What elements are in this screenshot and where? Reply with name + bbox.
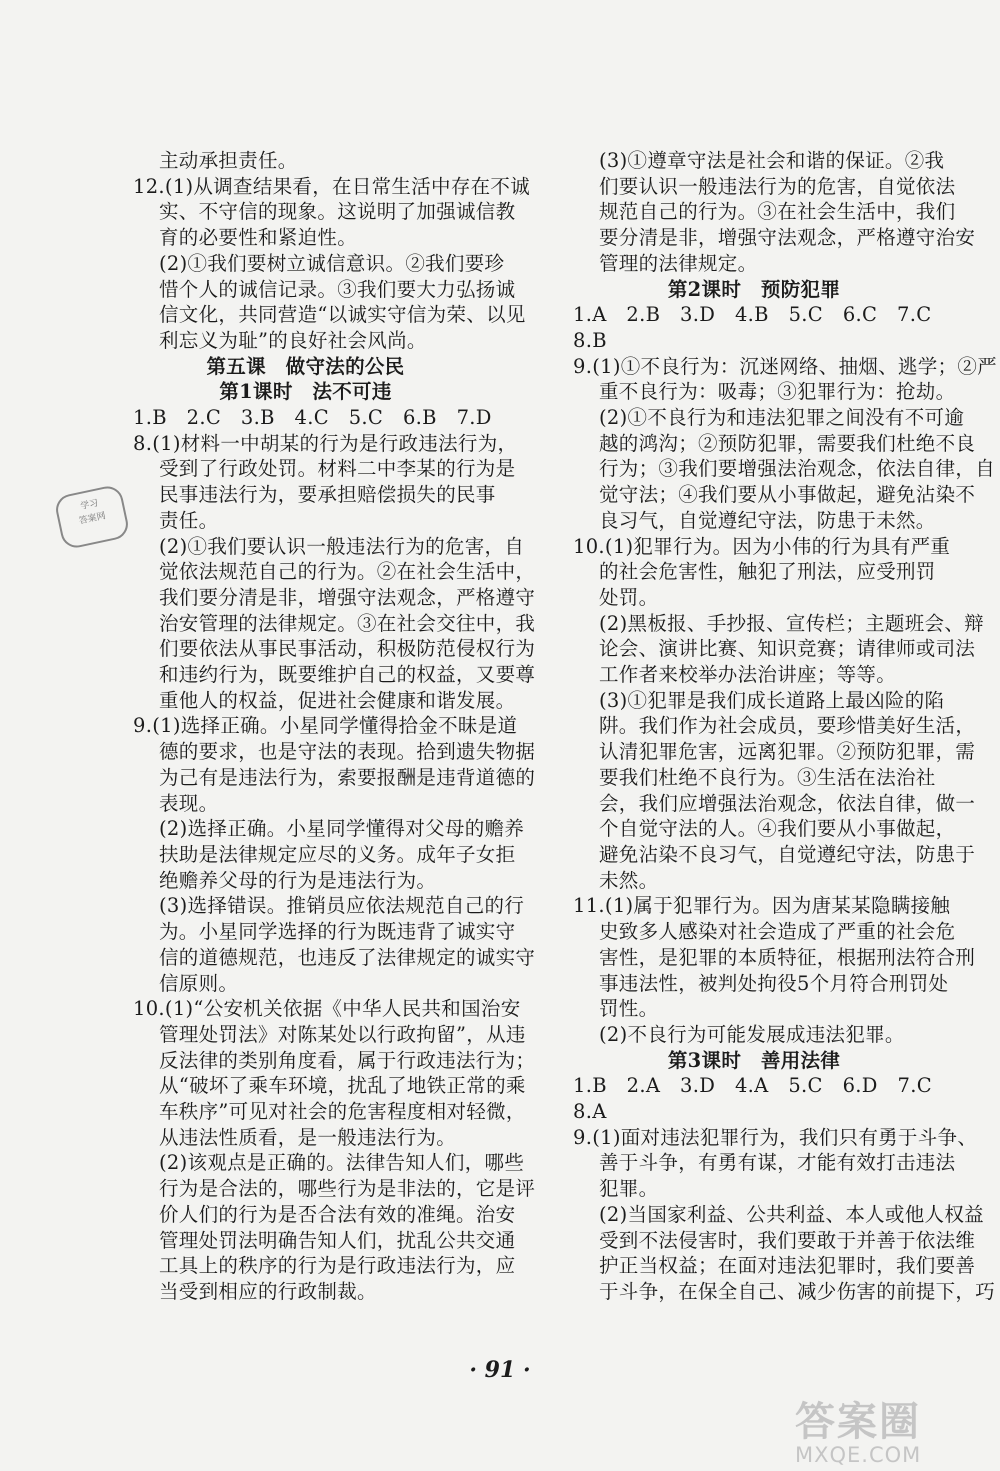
text-line: 当受到相应的行政制裁。 xyxy=(159,1279,377,1303)
text-line: 认清犯罪危害，远离犯罪。②预防犯罪，需 xyxy=(599,740,976,764)
text-line: 11.(1)属于犯罪行为。因为唐某某隐瞒接触 xyxy=(573,894,951,918)
text-line: 阱。我们作为社会成员，要珍惜美好生活， xyxy=(599,714,976,738)
text-line: 我们要分清是非，增强守法观念，严格遵守 xyxy=(159,585,536,609)
text-line: 民事违法行为，要承担赔偿损失的民事 xyxy=(159,483,496,507)
stamp-text-line: 答案网 xyxy=(78,511,107,527)
text-line: 1.B 2.C 3.B 4.C 5.C 6.B 7.D xyxy=(133,406,492,430)
watermark-title: 答案圈 xyxy=(795,1399,921,1445)
text-line: (3)①犯罪是我们成长道路上最凶险的陷 xyxy=(599,688,945,712)
text-line: 避免沾染不良习气，自觉遵纪守法，防患于 xyxy=(599,842,976,866)
text-line: 治安管理的法律规定。③在社会交往中，我 xyxy=(159,611,536,635)
text-line: 信的道德规范，也违反了法律规定的诚实守 xyxy=(159,945,536,969)
text-line: 要我们杜绝不良行为。③生活在法治社 xyxy=(599,765,936,789)
text-line: 绝赡养父母的行为是违法行为。 xyxy=(159,868,437,892)
text-line: 重不良行为：吸毒；③犯罪行为：抢劫。 xyxy=(599,380,956,404)
text-line: 反法律的类别角度看，属于行政违法行为； xyxy=(159,1048,536,1072)
page-number: · 91 · xyxy=(469,1357,531,1383)
text-line: (2)黑板报、手抄报、宣传栏；主题班会、辩 xyxy=(599,611,984,635)
text-line: 1.A 2.B 3.D 4.B 5.C 6.C 7.C xyxy=(573,303,932,327)
text-line: (2)该观点是正确的。法律告知人们，哪些 xyxy=(159,1151,525,1175)
text-line: 10.(1)犯罪行为。因为小伟的行为具有严重 xyxy=(573,534,951,558)
text-line: 12.(1)从调查结果看，在日常生活中存在不诚 xyxy=(133,174,531,198)
text-line: 和违约行为，既要维护自己的权益，又要尊 xyxy=(159,663,536,687)
text-line: 未然。 xyxy=(599,868,659,892)
text-line: 善于斗争，有勇有谋，才能有效打击违法 xyxy=(599,1151,956,1175)
text-line: 价人们的行为是否合法有效的准绳。治安 xyxy=(159,1202,516,1226)
text-line: (2)①我们要树立诚信意识。②我们要珍 xyxy=(159,251,505,275)
text-line: 个自觉守法的人。④我们要从小事做起， xyxy=(599,817,956,841)
text-line: 管理处罚法明确告知人们，扰乱公共交通 xyxy=(159,1228,516,1252)
text-line: 德的要求，也是守法的表现。拾到遗失物据 xyxy=(159,740,536,764)
text-line: 主动承担责任。 xyxy=(159,149,298,172)
text-line: 论会、演讲比赛、知识竞赛；请律师或司法 xyxy=(599,637,976,661)
text-line: 罚性。 xyxy=(599,997,659,1021)
text-line: (2)不良行为可能发展成违法犯罪。 xyxy=(599,1022,905,1046)
text-line: 们要认识一般违法行为的危害，自觉依法 xyxy=(599,174,956,198)
text-line: 越的鸿沟；②预防犯罪，需要我们杜绝不良 xyxy=(599,431,976,455)
text-line: 觉依法规范自己的行为。②在社会生活中， xyxy=(159,560,536,584)
text-line: 扶助是法律规定应尽的义务。成年子女拒 xyxy=(159,842,516,866)
text-line: 9.(1)选择正确。小星同学懂得拾金不昧是道 xyxy=(133,714,518,738)
left-column xyxy=(133,148,536,1305)
text-line: 行为是合法的，哪些行为是非法的，它是评 xyxy=(159,1177,536,1201)
section-heading: 第2课时 预防犯罪 xyxy=(667,277,841,301)
text-line: 管理的法律规定。 xyxy=(599,251,758,275)
text-line: 要分清是非，增强守法观念，严格遵守治安 xyxy=(599,226,976,250)
text-line: (2)①我们要认识一般违法行为的危害，自 xyxy=(159,534,525,558)
text-line: 处罚。 xyxy=(599,585,659,609)
text-line: 10.(1)“公安机关依据《中华人民共和国治安 xyxy=(133,997,521,1021)
text-line: 觉守法；④我们要从小事做起，避免沾染不 xyxy=(599,483,976,507)
text-line: 利忘义为耻”的良好社会风尚。 xyxy=(159,328,427,352)
watermark-url: MXQE.COM xyxy=(795,1443,922,1467)
text-line: 8.(1)材料一中胡某的行为是行政违法行为， xyxy=(133,431,518,455)
text-line: 于斗争，在保全自己、减少伤害的前提下，巧 xyxy=(599,1279,996,1303)
text-line: (3)选择错误。推销员应依法规范自己的行 xyxy=(159,894,525,918)
text-line: (3)①遵章守法是社会和谐的保证。②我 xyxy=(599,149,945,172)
text-line: 的社会危害性，触犯了刑法，应受刑罚 xyxy=(599,560,936,584)
text-line: 为己有是违法行为，索要报酬是违背道德的 xyxy=(159,765,536,789)
text-line: 管理处罚法》对陈某处以行政拘留”，从违 xyxy=(159,1022,526,1046)
text-line: 良习气，自觉遵纪守法，防患于未然。 xyxy=(599,508,936,532)
text-line: 从违法性质看，是一般违法行为。 xyxy=(159,1125,457,1149)
watermark-logo xyxy=(795,1400,995,1470)
section-heading: 第五课 做守法的公民 xyxy=(206,354,405,378)
text-line: 工具上的秩序的行为是行政违法行为，应 xyxy=(159,1254,516,1278)
text-line: 8.B xyxy=(573,328,607,352)
text-line: 受到了行政处罚。材料二中李某的行为是 xyxy=(159,457,516,481)
stamp xyxy=(53,484,131,551)
text-line: 信原则。 xyxy=(159,971,239,995)
text-line: 表现。 xyxy=(159,791,219,815)
text-line: 8.A xyxy=(573,1100,607,1124)
text-line: 犯罪。 xyxy=(599,1177,659,1201)
text-line: (2)当国家利益、公共利益、本人或他人权益 xyxy=(599,1202,984,1226)
text-line: 信文化，共同营造“以诚实守信为荣、以见 xyxy=(159,303,526,327)
text-line: 1.B 2.A 3.D 4.A 5.C 6.D 7.C xyxy=(573,1074,932,1098)
text-line: 工作者来校举办法治讲座；等等。 xyxy=(599,663,897,687)
text-line: 9.(1)①不良行为：沉迷网络、抽烟、逃学；②严 xyxy=(573,354,997,378)
text-line: (2)①不良行为和违法犯罪之间没有不可逾 xyxy=(599,406,965,430)
right-column xyxy=(573,148,997,1305)
text-line: 惜个人的诚信记录。③我们要大力弘扬诚 xyxy=(159,277,516,301)
text-line: 规范自己的行为。③在社会生活中，我们 xyxy=(599,200,956,224)
text-line: 史致多人感染对社会造成了严重的社会危 xyxy=(599,920,956,944)
text-line: 受到不法侵害时，我们要敢于并善于依法维 xyxy=(599,1228,976,1252)
text-line: 事违法性，被判处拘役5个月符合刑罚处 xyxy=(599,971,949,995)
text-line: 行为；③我们要增强法治观念，依法自律，自 xyxy=(599,457,996,481)
text-line: 会，我们应增强法治观念，依法自律，做一 xyxy=(599,791,976,815)
section-heading: 第3课时 善用法律 xyxy=(667,1048,841,1072)
stamp-text-line: 学习 xyxy=(79,498,100,513)
text-line: 车秩序”可见对社会的危害程度相对轻微， xyxy=(159,1100,526,1124)
text-line: 害性，是犯罪的本质特征，根据刑法符合刑 xyxy=(599,945,976,969)
text-line: 从“破坏了乘车环境，扰乱了地铁正常的乘 xyxy=(159,1074,526,1098)
text-line: (2)选择正确。小星同学懂得对父母的赡养 xyxy=(159,817,525,841)
text-line: 为。小星同学选择的行为既违背了诚实守 xyxy=(159,920,516,944)
text-line: 责任。 xyxy=(159,508,219,532)
text-line: 们要依法从事民事活动，积极防范侵权行为 xyxy=(159,637,536,661)
text-line: 育的必要性和紧迫性。 xyxy=(159,226,358,250)
text-line: 护正当权益；在面对违法犯罪时，我们要善 xyxy=(599,1254,976,1278)
text-line: 9.(1)面对违法犯罪行为，我们只有勇于斗争、 xyxy=(573,1125,978,1149)
text-line: 实、不守信的现象。这说明了加强诚信教 xyxy=(159,200,516,224)
text-line: 重他人的权益，促进社会健康和谐发展。 xyxy=(159,688,516,712)
section-heading: 第1课时 法不可违 xyxy=(219,380,392,404)
